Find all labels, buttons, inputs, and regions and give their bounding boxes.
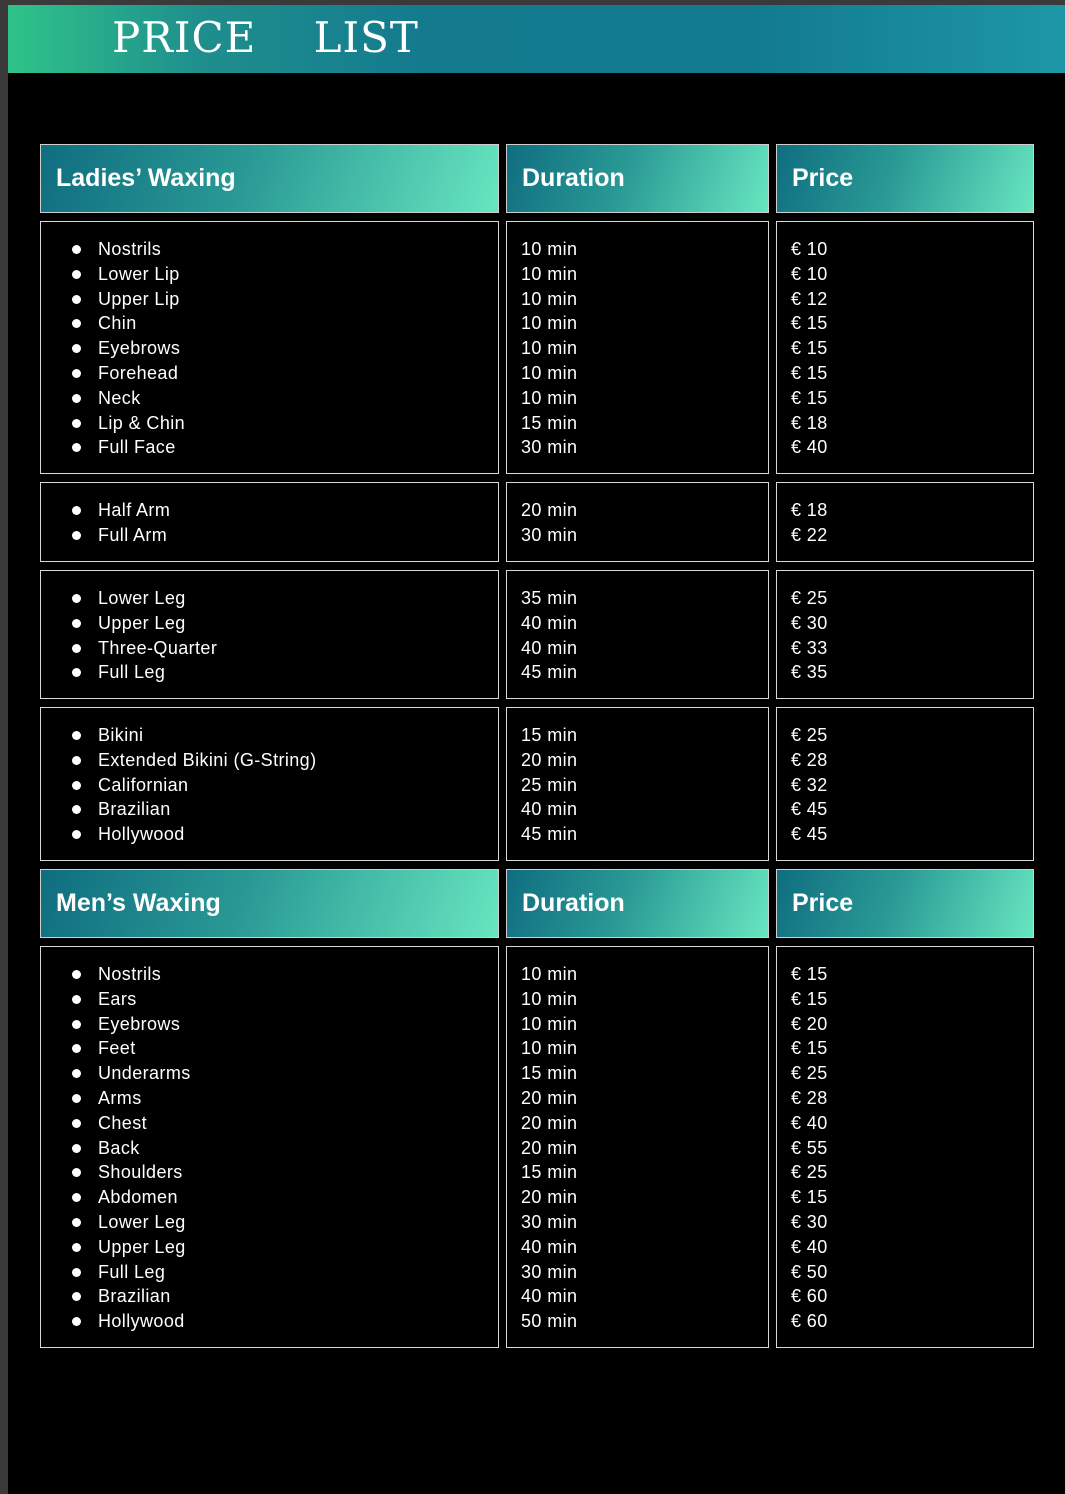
bullet-icon [72,644,81,653]
bullet-icon [72,443,81,452]
list-item [791,1236,828,1258]
duration-column-heading: Duration [522,164,625,192]
duration-value: 40 min [521,1237,578,1257]
service-name: Extended Bikini (G-String) [98,750,317,770]
bullet-icon [72,594,81,603]
list-item [791,637,828,659]
list-item [791,798,828,820]
bullet-icon [72,245,81,254]
duration-value: 10 min [521,363,578,383]
price-value: € 40 [791,1113,828,1133]
list-item [791,988,828,1010]
list-item [521,1261,577,1283]
list-item [521,288,577,310]
duration-value: 30 min [521,1262,578,1282]
price-value: € 45 [791,824,828,844]
list-item [791,1285,828,1307]
duration-value: 30 min [521,437,578,457]
list-item [521,774,577,796]
list-item [791,1137,828,1159]
service-name: Upper Lip [98,289,180,309]
duration-value: 45 min [521,662,578,682]
duration-value: 10 min [521,989,578,1009]
price-value: € 60 [791,1311,828,1331]
list-item [521,499,577,521]
duration-value: 10 min [521,338,578,358]
price-value: € 18 [791,413,828,433]
duration-group-cell [506,221,769,474]
bullet-icon [72,970,81,979]
list-item [791,1037,828,1059]
service-name: Lower Lip [98,264,180,284]
service-name: Half Arm [98,500,171,520]
duration-value: 45 min [521,824,578,844]
list-item [791,499,828,521]
list-item [791,612,828,634]
price-column-heading: Price [792,889,854,917]
price-value: € 30 [791,613,828,633]
duration-group-cell [506,707,769,861]
service-name: Nostrils [98,239,162,259]
price-value: € 15 [791,338,828,358]
service-name: Neck [98,388,141,408]
list-item [521,823,577,845]
service-name: Chest [98,1113,148,1133]
price-value: € 18 [791,500,828,520]
header-cell-duration [506,144,769,213]
price-group-cell [776,946,1034,1348]
list-item [521,798,577,820]
service-name: Upper Leg [98,613,186,633]
price-value: € 15 [791,989,828,1009]
list-item [521,1161,577,1183]
list-item [791,1013,828,1035]
duration-value: 10 min [521,264,578,284]
bullet-icon [72,731,81,740]
bullet-icon [72,394,81,403]
list-item [791,312,828,334]
bullet-icon [72,1020,81,1029]
list-item [521,963,577,985]
service-name: Californian [98,775,189,795]
price-value: € 20 [791,1014,828,1034]
bullet-icon [72,1292,81,1301]
price-value: € 30 [791,1212,828,1232]
bullet-icon [72,756,81,765]
bullet-icon [72,1044,81,1053]
duration-value: 30 min [521,525,578,545]
list-item [791,724,828,746]
list-item [791,387,828,409]
price-value: € 15 [791,1187,828,1207]
duration-value: 20 min [521,1187,578,1207]
price-group-cell [776,707,1034,861]
list-item [521,1186,577,1208]
list-item [791,238,828,260]
list-item [791,1062,828,1084]
price-group-cell [776,570,1034,699]
bullet-icon [72,830,81,839]
service-name: Full Leg [98,1262,166,1282]
price-value: € 33 [791,638,828,658]
list-item [521,1137,577,1159]
duration-value: 20 min [521,500,578,520]
service-name: Full Leg [98,662,166,682]
bullet-icon [72,1144,81,1153]
list-item [521,587,577,609]
list-item [521,1236,577,1258]
list-item [791,412,828,434]
bullet-icon [72,1317,81,1326]
bullet-icon [72,1094,81,1103]
list-item [521,1211,577,1233]
header-cell-service [40,869,499,938]
bullet-icon [72,995,81,1004]
bullet-icon [72,295,81,304]
list-item [791,436,828,458]
list-item [521,337,577,359]
duration-value: 10 min [521,388,578,408]
list-item [791,362,828,384]
duration-group-cell [506,570,769,699]
list-item [791,1310,828,1332]
price-value: € 45 [791,799,828,819]
list-item [521,988,577,1010]
bullet-icon [72,1119,81,1128]
list-item [521,263,577,285]
service-name: Hollywood [98,1311,185,1331]
duration-value: 10 min [521,1038,578,1058]
duration-value: 40 min [521,799,578,819]
price-value: € 28 [791,1088,828,1108]
service-group-cell [40,221,499,474]
list-item [521,749,577,771]
price-value: € 50 [791,1262,828,1282]
bullet-icon [72,1218,81,1227]
bullet-icon [72,1193,81,1202]
price-value: € 25 [791,1063,828,1083]
list-item [521,362,577,384]
list-item [521,412,577,434]
service-name: Feet [98,1038,136,1058]
service-column-heading: Men’s Waxing [56,889,221,917]
service-name: Brazilian [98,799,171,819]
list-item [521,1013,577,1035]
list-item [521,1037,577,1059]
duration-value: 25 min [521,775,578,795]
duration-value: 40 min [521,1286,578,1306]
list-item [791,774,828,796]
price-value: € 15 [791,388,828,408]
price-value: € 22 [791,525,828,545]
list-item [521,1285,577,1307]
service-name: Three-Quarter [98,638,218,658]
bullet-icon [72,805,81,814]
list-item [791,963,828,985]
service-column-heading: Ladies’ Waxing [56,164,236,192]
list-item [521,1112,577,1134]
service-group-cell [40,946,499,1348]
price-value: € 40 [791,437,828,457]
duration-value: 10 min [521,289,578,309]
bullet-icon [72,1268,81,1277]
price-value: € 55 [791,1138,828,1158]
bullet-icon [72,531,81,540]
list-item [521,724,577,746]
service-name: Shoulders [98,1162,183,1182]
duration-group-cell [506,946,769,1348]
service-name: Full Face [98,437,176,457]
bullet-icon [72,344,81,353]
duration-value: 15 min [521,725,578,745]
duration-value: 30 min [521,1212,578,1232]
list-item [521,312,577,334]
service-name: Eyebrows [98,338,181,358]
list-item [521,524,577,546]
bullet-icon [72,781,81,790]
list-item [791,661,828,683]
duration-value: 40 min [521,638,578,658]
service-name: Lower Leg [98,588,186,608]
service-name: Nostrils [98,964,162,984]
bullet-icon [72,1168,81,1177]
service-name: Full Arm [98,525,168,545]
price-value: € 25 [791,588,828,608]
list-item [791,587,828,609]
service-name: Chin [98,313,137,333]
header-cell-service [40,144,499,213]
bullet-icon [72,619,81,628]
list-item [791,1087,828,1109]
price-value: € 10 [791,239,828,259]
service-name: Abdomen [98,1187,178,1207]
price-value: € 40 [791,1237,828,1257]
service-name: Bikini [98,725,144,745]
duration-column-heading: Duration [522,889,625,917]
duration-value: 10 min [521,239,578,259]
duration-value: 15 min [521,1162,578,1182]
bullet-icon [72,419,81,428]
duration-value: 50 min [521,1311,578,1331]
list-item [791,1211,828,1233]
list-item [791,524,828,546]
duration-value: 20 min [521,750,578,770]
list-item [791,749,828,771]
duration-value: 15 min [521,1063,578,1083]
list-item [521,1087,577,1109]
list-item [791,337,828,359]
duration-value: 10 min [521,1014,578,1034]
duration-value: 40 min [521,613,578,633]
service-name: Ears [98,989,137,1009]
list-item [791,263,828,285]
service-group-cell [40,482,499,562]
price-value: € 15 [791,1038,828,1058]
price-value: € 10 [791,264,828,284]
duration-value: 20 min [521,1088,578,1108]
duration-value: 10 min [521,964,578,984]
service-name: Brazilian [98,1286,171,1306]
price-value: € 25 [791,1162,828,1182]
price-column-heading: Price [792,164,854,192]
duration-value: 20 min [521,1113,578,1133]
list-item [521,1062,577,1084]
list-item [521,612,577,634]
service-name: Lip & Chin [98,413,186,433]
service-name: Arms [98,1088,142,1108]
duration-value: 20 min [521,1138,578,1158]
service-name: Back [98,1138,140,1158]
list-item [791,288,828,310]
list-item [521,238,577,260]
price-value: € 12 [791,289,828,309]
bullet-icon [72,668,81,677]
service-name: Upper Leg [98,1237,186,1257]
bullet-icon [72,369,81,378]
list-item [521,387,577,409]
price-list-page [8,5,1065,1494]
price-value: € 28 [791,750,828,770]
bullet-icon [72,270,81,279]
duration-value: 35 min [521,588,578,608]
header-cell-price [776,869,1034,938]
price-value: € 25 [791,725,828,745]
list-item [521,637,577,659]
service-name: Underarms [98,1063,191,1083]
price-group-cell [776,221,1034,474]
list-item [791,1161,828,1183]
list-item [521,436,577,458]
bullet-icon [72,506,81,515]
page-title: PRICE LIST [112,13,419,62]
service-name: Lower Leg [98,1212,186,1232]
list-item [521,661,577,683]
bullet-icon [72,1069,81,1078]
title-banner [8,5,1065,73]
price-value: € 15 [791,313,828,333]
price-group-cell [776,482,1034,562]
header-cell-price [776,144,1034,213]
header-cell-duration [506,869,769,938]
service-name: Hollywood [98,824,185,844]
service-group-cell [40,707,499,861]
list-item [791,1186,828,1208]
service-group-cell [40,570,499,699]
duration-value: 15 min [521,413,578,433]
list-item [521,1310,577,1332]
duration-group-cell [506,482,769,562]
duration-value: 10 min [521,313,578,333]
price-value: € 32 [791,775,828,795]
bullet-icon [72,319,81,328]
list-item [791,823,828,845]
list-item [791,1112,828,1134]
price-value: € 60 [791,1286,828,1306]
price-value: € 35 [791,662,828,682]
service-name: Forehead [98,363,179,383]
bullet-icon [72,1243,81,1252]
price-value: € 15 [791,363,828,383]
price-value: € 15 [791,964,828,984]
service-name: Eyebrows [98,1014,181,1034]
list-item [791,1261,828,1283]
